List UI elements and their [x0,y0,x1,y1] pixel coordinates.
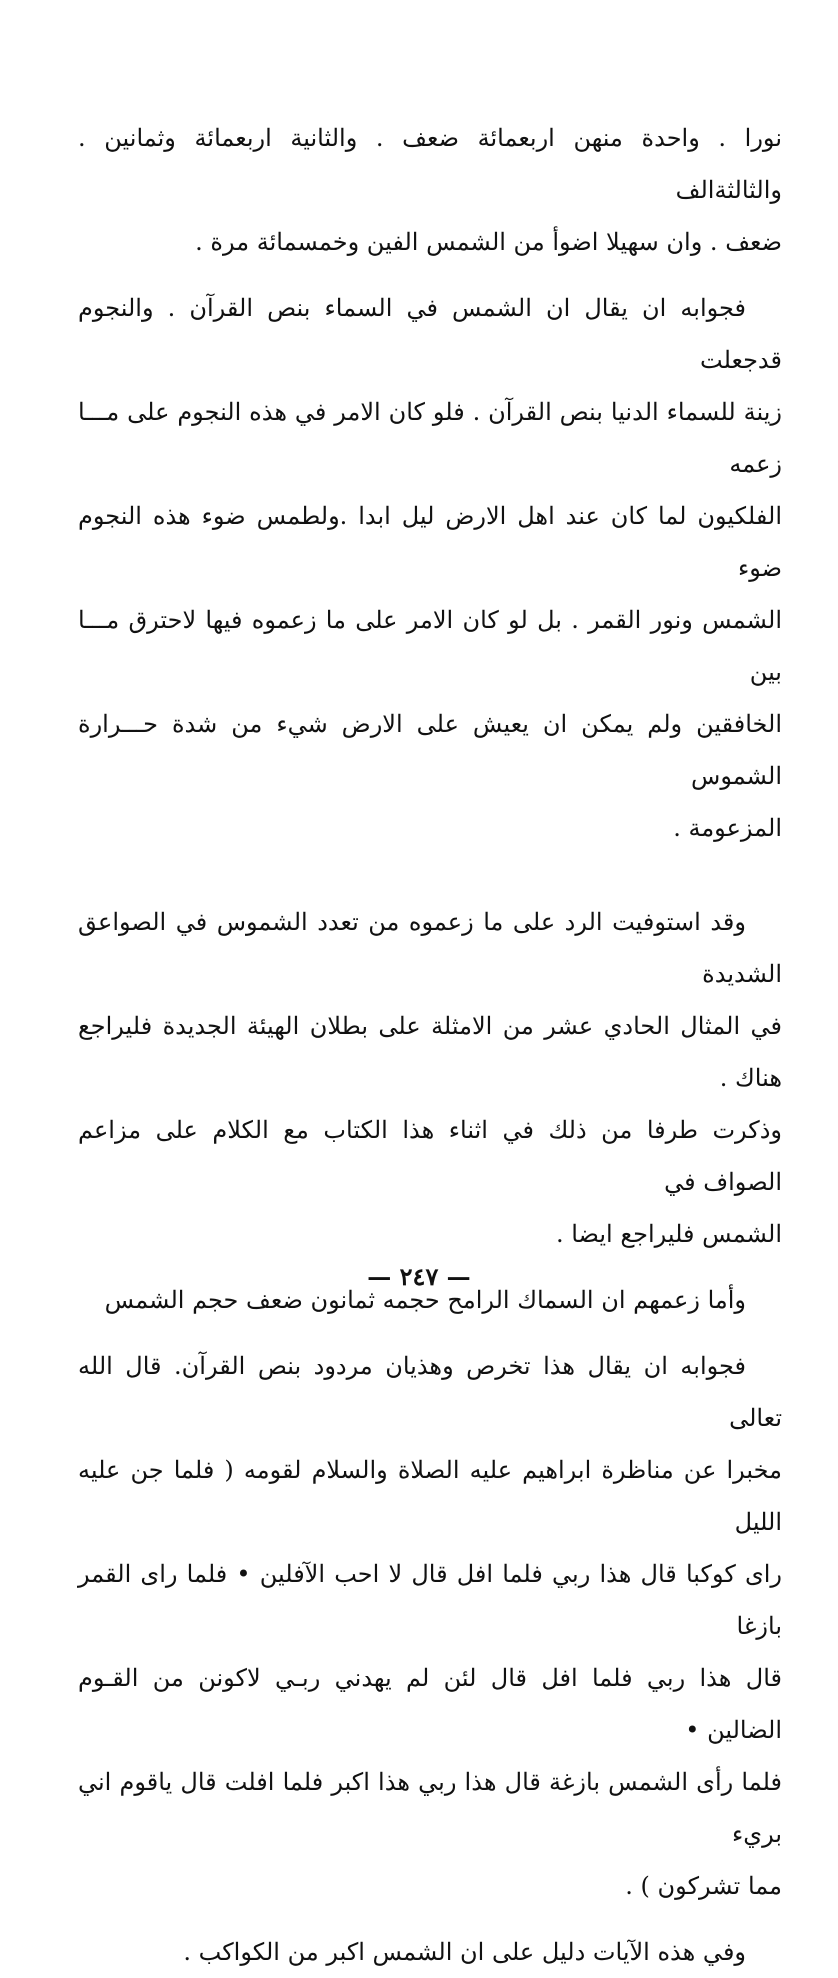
text-line: الخافقين ولم يمكن ان يعيش على الارض شيء من شدة حـــرارة الشموس [78,710,782,790]
text-line: الفلكيون لما كان عند اهل الارض ليل ابدا .ولطمس ضوء هذه النجوم ضوء [78,502,782,582]
text-line: ضعف . وان سهيلا اضوأ من الشمس الفين وخمسمائة مرة . [195,228,782,256]
body-text [78,112,782,1978]
text-line: مخبرا عن مناظرة ابراهيم عليه الصلاة والسلام لقومه ( فلما جن عليه الليل [78,1456,782,1536]
paragraph-1 [78,112,782,268]
text-line: فجوابه ان يقال هذا تخرص وهذيان مردود بنص القرآن. قال الله تعالى [78,1352,782,1432]
page-number: — ٢٤٧ — [367,1262,471,1291]
text-line: قال هذا ربي فلما افل قال لئن لم يهدني ربـي لاكونن من القـوم الضالين • [78,1664,782,1744]
text-line: الشمس فليراجع ايضا . [555,1220,782,1248]
paragraph-3 [78,896,782,1260]
paragraph-2 [78,282,782,854]
text-line: وذكرت طرفا من ذلك في اثناء هذا الكتاب مع الكلام على مزاعم الصواف في [78,1116,782,1196]
text-line: نورا . واحدة منهن اربعمائة ضعف . والثانية اربعمائة وثمانين . والثالثةالف [78,124,782,204]
text-line: مما تشركون ) . [625,1872,782,1900]
text-line: راى كوكبا قال هذا ربي فلما افل قال لا احب الآفلين • فلما راى القمر بازغا [78,1560,782,1640]
text-line: وقد استوفيت الرد على ما زعموه من تعدد الشموس في الصواعق الشديدة [78,908,782,988]
text-line: الشمس ونور القمر . بل لو كان الامر على ما زعموه فيها لاحترق مـــا بين [78,606,782,686]
text-line: في المثال الحادي عشر من الامثلة على بطلان الهيئة الجديدة فليراجع هناك . [78,1012,782,1092]
text-line: وفي هذه الآيات دليل على ان الشمس اكبر من الكواكب . [183,1938,746,1966]
text-line: فلما رأى الشمس بازغة قال هذا ربي هذا اكبر فلما افلت قال ياقوم اني بريء [78,1768,782,1848]
text-line: زينة للسماء الدنيا بنص القرآن . فلو كان الامر في هذه النجوم على مـــا زعمه [78,398,782,478]
text-line: وأما زعمهم ان السماك الرامح حجمه ثمانون ضعف حجم الشمس [104,1286,746,1314]
paragraph-5 [78,1340,782,1912]
paragraph-6 [78,1926,782,1978]
text-line: المزعومة . [673,814,782,842]
text-line: فجوابه ان يقال ان الشمس في السماء بنص القرآن . والنجوم قدجعلت [78,294,782,374]
